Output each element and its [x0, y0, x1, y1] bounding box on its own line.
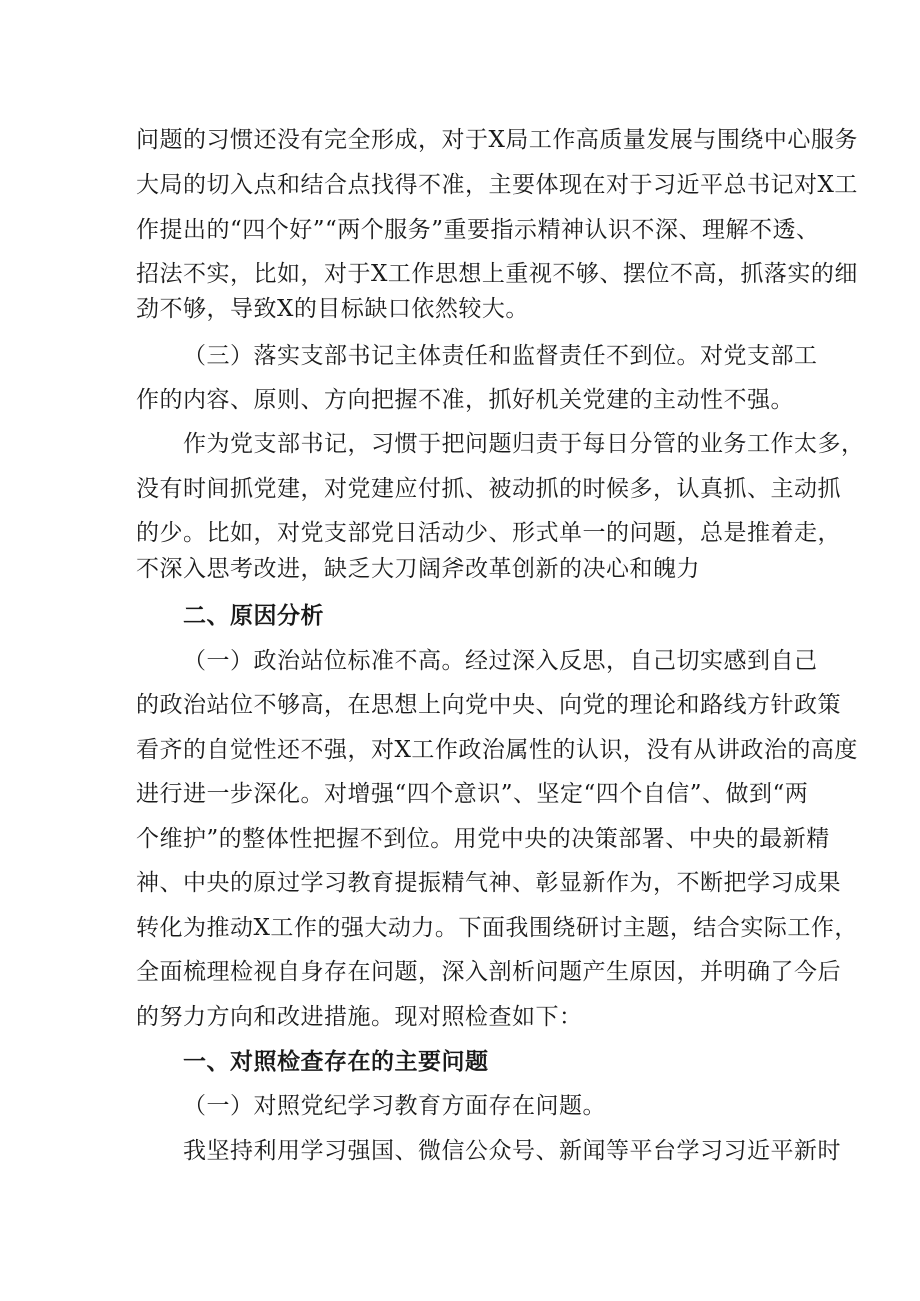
text-line-11: 不深入思考改进，缺乏大刀阔斧改革创新的决心和魄力 — [136, 556, 700, 582]
text-line-14: 的政治站位不够高，在思想上向党中央、向党的理论和路线方针政策 — [136, 692, 841, 718]
heading-main-problems: 一、对照检查存在的主要问题 — [183, 1048, 489, 1075]
text-line-10: 的少。比如，对党支部党日活动少、形式单一的问题，总是推着走， — [136, 520, 841, 546]
subheading-political-stance: （一）政治站位标准不高。经过深入反思，自己切实感到自己 — [183, 648, 818, 674]
text-line-18: 神、中央的原过学习教育提振精气神、彰显新作为，不断把学习成果 — [136, 870, 841, 896]
text-line-20: 全面梳理检视自身存在问题，深入剖析问题产生原因，并明确了今后 — [136, 959, 841, 985]
text-line-15: 看齐的自觉性还不强，对X工作政治属性的认识，没有从讲政治的高度 — [136, 737, 858, 763]
text-line-21: 的努力方向和改进措施。现对照检查如下： — [136, 1004, 583, 1030]
text-line-19: 转化为推动X工作的强大动力。下面我围绕研讨主题，结合实际工作， — [136, 915, 858, 941]
text-line-5: 劲不够，导致X的目标缺口依然较大。 — [136, 296, 529, 322]
section-3-heading: （三）落实支部书记主体责任和监督责任不到位。对党支部工 — [183, 343, 818, 369]
text-line-3: 作提出的“四个好”“两个服务”重要指示精神认识不深、理解不透、 — [136, 217, 820, 243]
text-line-17: 个维护”的整体性把握不到位。用党中央的决策部署、中央的最新精 — [136, 826, 830, 852]
paragraph-start-line: 作为党支部书记，习惯于把问题归责于每日分管的业务工作太多， — [183, 431, 865, 457]
text-line-24: 我坚持利用学习强国、微信公众号、新闻等平台学习习近平新时 — [183, 1138, 841, 1164]
text-line-7: 作的内容、原则、方向把握不准，抓好机关党建的主动性不强。 — [136, 387, 794, 413]
subheading-party-discipline: （一）对照党纪学习教育方面存在问题。 — [183, 1093, 606, 1119]
text-line-1: 问题的习惯还没有完全形成，对于X局工作高质量发展与围绕中心服务 — [136, 127, 858, 153]
text-line-4: 招法不实，比如，对于X工作思想上重视不够、摆位不高，抓落实的细 — [136, 261, 858, 287]
text-line-9: 没有时间抓党建，对党建应付抓、被动抓的时候多，认真抓、主动抓 — [136, 476, 841, 502]
text-line-2: 大局的切入点和结合点找得不准，主要体现在对于习近平总书记对X工 — [136, 172, 858, 198]
heading-cause-analysis: 二、原因分析 — [183, 602, 324, 629]
text-line-16: 进行进一步深化。对增强“四个意识”、坚定“四个自信”、做到“两 — [136, 781, 809, 807]
